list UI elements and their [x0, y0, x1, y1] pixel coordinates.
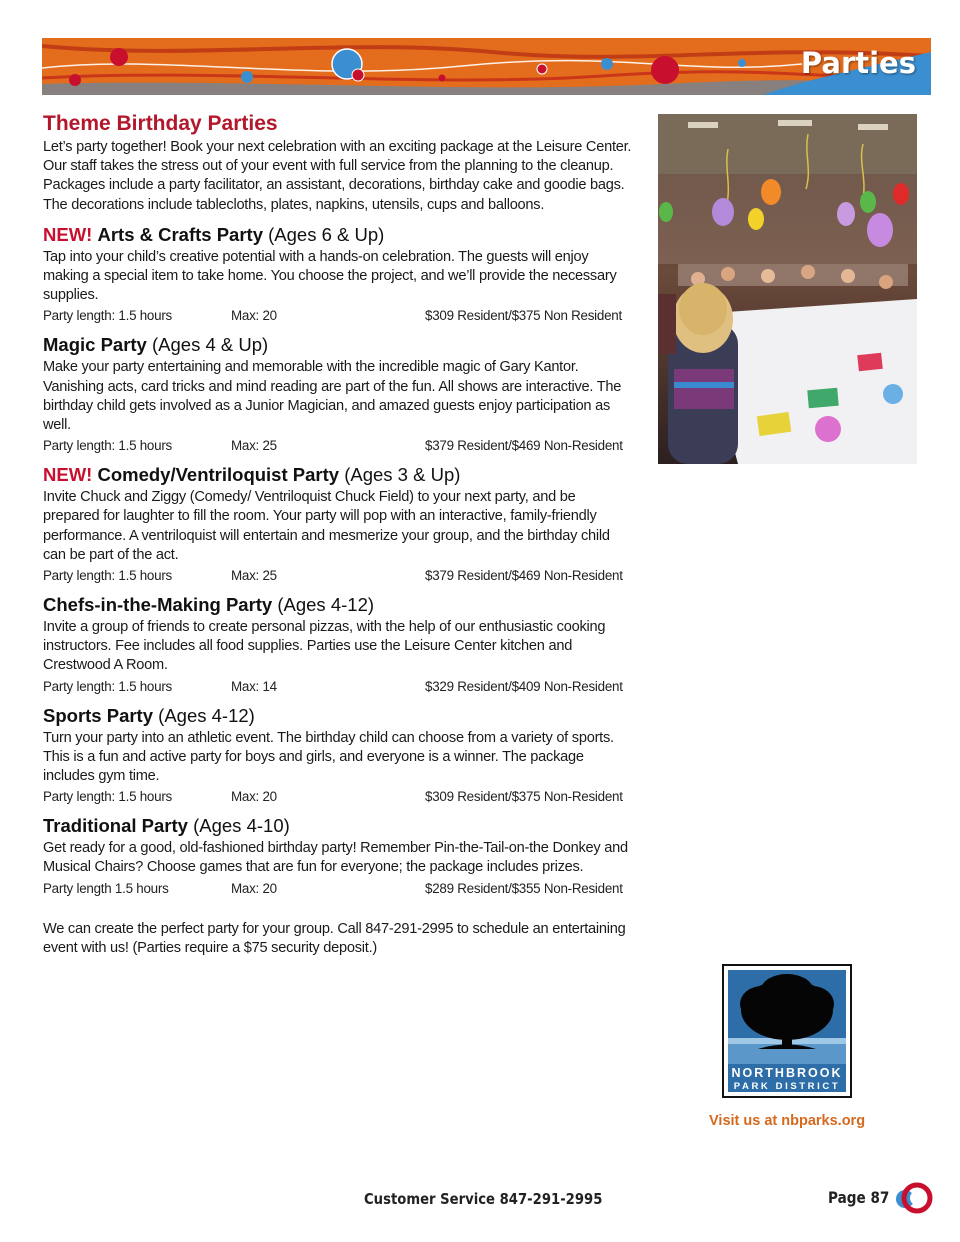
party-name: Sports Party — [43, 704, 154, 726]
party-max: Max: 20 — [231, 789, 277, 805]
party-sports — [43, 705, 635, 807]
party-traditional — [43, 815, 635, 897]
party-details — [43, 788, 635, 806]
party-description: Make your party entertaining and memorable with the incredible magic of Gary Kantor. Vanishing acts, card tricks and mind reading are part of the fun. All shows are interactive. The birthday child gets involved as a Junior Magician, and amazed guests enjoy participation as well. — [43, 359, 622, 434]
party-ages: (Ages 4 & Up) — [152, 334, 269, 356]
party-details — [43, 437, 635, 455]
customer-service: Customer Service 847-291-2995 — [364, 1190, 603, 1208]
party-description: Get ready for a good, old-fashioned birthday party! Remember Pin-the-Tail-on-the Donkey and Musical Chairs? Choose games that are fun for everyone; the package includes prizes. — [43, 840, 628, 876]
party-max: Max: 20 — [231, 308, 277, 324]
party-details — [43, 307, 635, 325]
party-arts-crafts — [43, 224, 635, 326]
park-district-logo — [722, 964, 852, 1098]
party-heading — [43, 594, 635, 616]
logo-text-northbrook: NORTHBROOK — [731, 1066, 843, 1080]
party-length: Party length: 1.5 hours — [43, 678, 172, 694]
party-price: $289 Resident/$355 Non-Resident — [425, 880, 623, 896]
new-badge: NEW! — [43, 464, 93, 486]
party-length: Party length 1.5 hours — [43, 880, 169, 896]
party-description: Tap into your child’s creative potential with a hands-on celebration. The guests will enjoy making a special item to take home. You choose the project, and we’ll provide the necessary supplies. — [43, 248, 617, 304]
party-length: Party length: 1.5 hours — [43, 789, 172, 805]
main-content — [43, 112, 635, 958]
closing-text: We can create the perfect party for your group. Call 847-291-2995 to schedule an entertaining event with us! (Parties require a $75 security deposit.) — [43, 920, 626, 956]
party-length: Party length: 1.5 hours — [43, 568, 172, 584]
party-name: Arts & Crafts Party — [97, 223, 263, 245]
party-name: Magic Party — [43, 334, 147, 356]
intro-text: Let’s party together! Book your next celebration with an exciting package at the Leisure Center. Our staff takes the stress out of your event with full service from the planning to the cleanup. Packages include a party facilitator, an assistant, decorations, birthday cake and goodie bags. The decorations include tablecloths, plates, napkins, utensils, cups and balloons. — [43, 139, 632, 213]
party-name: Comedy/Ventriloquist Party — [97, 464, 340, 486]
party-photo — [658, 114, 917, 464]
ring-logo-icon — [893, 1181, 933, 1215]
party-description: Invite Chuck and Ziggy (Comedy/ Ventriloquist Chuck Field) to your next party, and be prepared for laughter to fill the room. Your party will pop with an interactive, family-friendly performance. A ventriloquist will entertain and mesmerize your group, and the birthday child can be part of the act. — [43, 489, 610, 563]
party-heading — [43, 705, 635, 727]
party-max: Max: 14 — [231, 678, 277, 694]
party-ages: (Ages 6 & Up) — [268, 223, 385, 245]
tree-icon — [728, 970, 846, 1064]
party-name: Traditional Party — [43, 815, 188, 837]
party-max: Max: 25 — [231, 568, 277, 584]
party-price: $379 Resident/$469 Non-Resident — [425, 438, 623, 454]
party-price: $379 Resident/$469 Non-Resident — [425, 568, 623, 584]
page-title: Theme Birthday Parties — [43, 112, 278, 135]
party-price: $329 Resident/$409 Non-Resident — [425, 678, 623, 694]
logo-inner — [728, 970, 846, 1092]
party-description: Invite a group of friends to create personal pizzas, with the help of our enthusiastic cooking instructors. Fee includes all food supplies. Parties use the Leisure Center kitchen and Crestwood A Room. — [43, 619, 606, 674]
party-heading — [43, 334, 635, 356]
party-heading — [43, 815, 635, 837]
party-length: Party length: 1.5 hours — [43, 308, 172, 324]
party-max: Max: 25 — [231, 438, 277, 454]
party-heading — [43, 224, 635, 246]
party-details — [43, 880, 635, 898]
logo-text-park-district: PARK DISTRICT — [733, 1081, 841, 1092]
section-title: Parties — [800, 46, 916, 80]
party-magic — [43, 334, 635, 455]
party-max: Max: 20 — [231, 880, 277, 896]
party-ages: (Ages 4-12) — [277, 594, 375, 616]
party-name: Chefs-in-the-Making Party — [43, 594, 273, 616]
new-badge: NEW! — [43, 223, 93, 245]
party-heading — [43, 464, 635, 486]
header-banner — [42, 38, 931, 95]
party-ages: (Ages 4-10) — [193, 815, 290, 837]
party-ages: (Ages 3 & Up) — [344, 464, 461, 486]
party-price: $309 Resident/$375 Non-Resident — [425, 789, 623, 805]
party-ages: (Ages 4-12) — [158, 704, 255, 726]
party-description: Turn your party into an athletic event. The birthday child can choose from a variety of sports. This is a fun and active party for boys and girls, and everyone is a winner. The package includes gym time. — [43, 729, 614, 785]
party-comedy-ventriloquist — [43, 464, 635, 585]
party-price: $309 Resident/$375 Non Resident — [425, 308, 622, 324]
party-details — [43, 678, 635, 696]
party-details — [43, 567, 635, 585]
party-chefs — [43, 594, 635, 696]
party-length: Party length: 1.5 hours — [43, 438, 172, 454]
website-link[interactable]: Visit us at nbparks.org — [709, 1113, 866, 1129]
page-number: Page 87 — [828, 1188, 890, 1207]
